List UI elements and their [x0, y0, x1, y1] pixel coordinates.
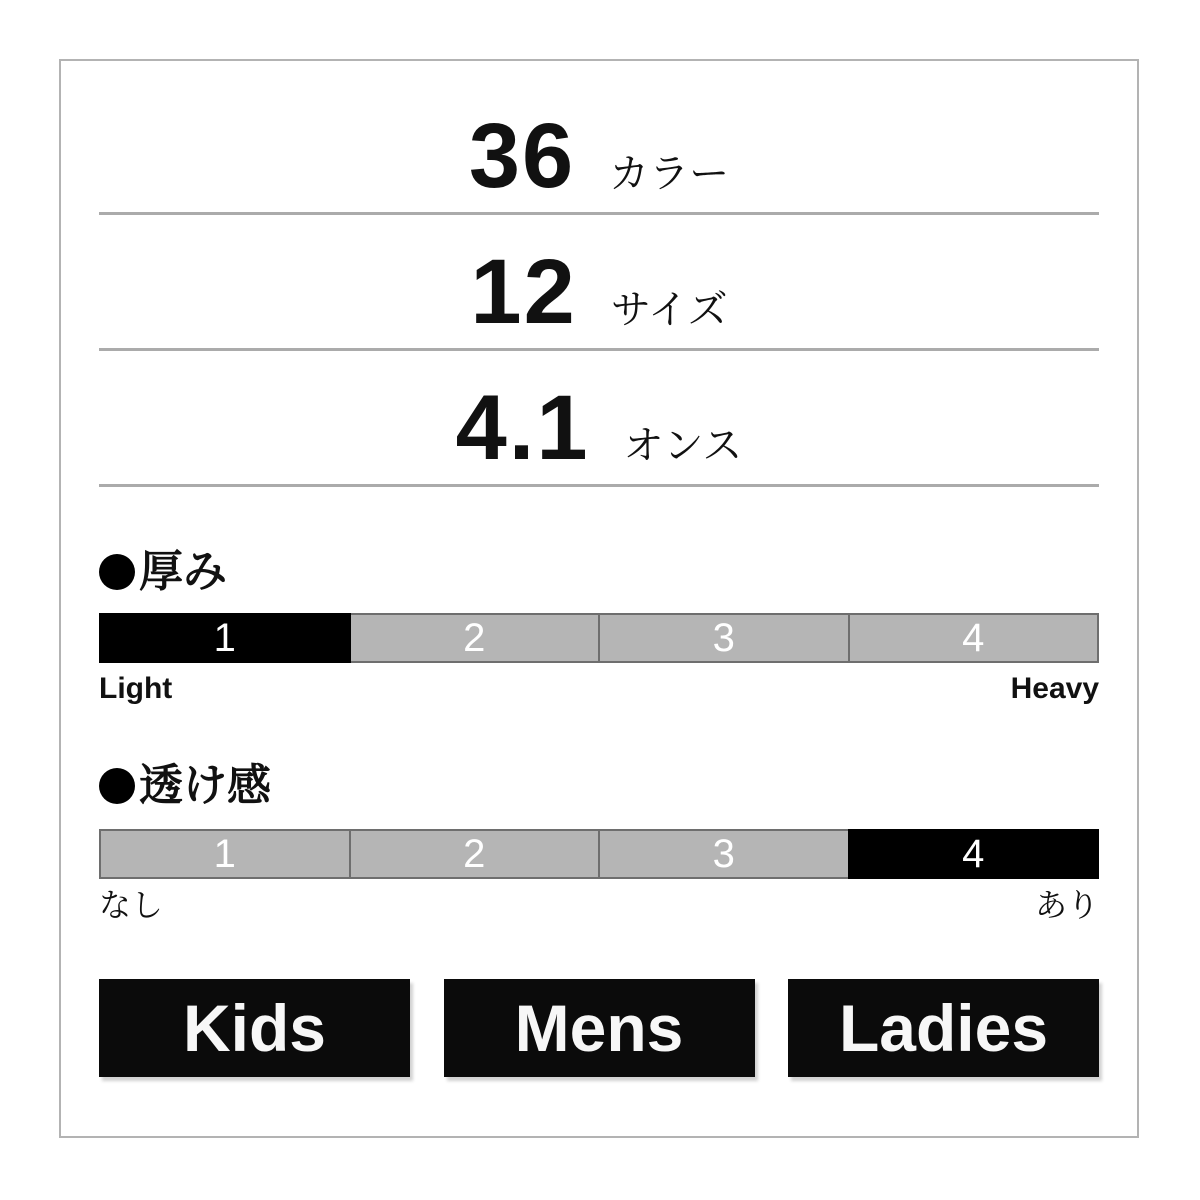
stat-row-weight: [99, 351, 1099, 487]
thickness-max-label: Heavy: [1010, 672, 1099, 705]
stat-sizes: [470, 241, 728, 343]
thickness-min-label: Light: [99, 672, 173, 705]
sheerness-heading: [99, 763, 1099, 809]
category-button-row: [99, 979, 1099, 1077]
sheerness-level-2: [351, 831, 599, 877]
spec-panel: [59, 59, 1139, 1138]
thickness-level-3: [600, 615, 848, 661]
sheerness-label: 透け感: [139, 761, 271, 810]
sheerness-level-3: [600, 831, 848, 877]
thickness-level-3-number: 3: [712, 616, 735, 660]
ladies-button[interactable]: Ladies: [788, 979, 1099, 1077]
sheerness-scale-bar: [99, 829, 1099, 879]
mens-button[interactable]: Mens: [444, 979, 755, 1077]
thickness-level-1-number: 1: [213, 616, 236, 660]
sheerness-min-label: なし: [99, 887, 164, 923]
thickness-scale-ends: [99, 673, 1099, 705]
sizes-unit-label: サイズ: [610, 288, 728, 332]
sheerness-level-2-number: 2: [463, 832, 486, 876]
colors-unit-label: カラー: [609, 152, 730, 196]
sheerness-scale-ends: [99, 889, 1099, 921]
thickness-heading: [99, 549, 1099, 595]
bullet-icon: [99, 768, 135, 804]
thickness-level-1: [101, 615, 349, 661]
thickness-label: 厚み: [139, 547, 227, 596]
sheerness-level-4-number: 4: [962, 832, 985, 876]
thickness-level-4-number: 4: [962, 616, 985, 660]
sheerness-level-1-number: 1: [213, 832, 236, 876]
thickness-level-2-number: 2: [463, 616, 486, 660]
thickness-scale-bar: [99, 613, 1099, 663]
stat-row-colors: [99, 61, 1099, 215]
stat-colors: [468, 105, 730, 207]
sheerness-max-label: あり: [1034, 887, 1099, 923]
thickness-level-2: [351, 615, 599, 661]
kids-button[interactable]: Kids: [99, 979, 410, 1077]
sizes-count: 12: [470, 241, 577, 343]
sheerness-level-4: [850, 831, 1098, 877]
sheerness-level-1: [101, 831, 349, 877]
weight-unit-label: オンス: [623, 424, 743, 468]
sheerness-level-3-number: 3: [712, 832, 735, 876]
bullet-icon: [99, 554, 135, 590]
stat-row-sizes: [99, 215, 1099, 351]
stat-weight: [455, 377, 743, 479]
thickness-level-4: [850, 615, 1098, 661]
colors-count: 36: [468, 105, 576, 207]
weight-value: 4.1: [455, 377, 590, 479]
